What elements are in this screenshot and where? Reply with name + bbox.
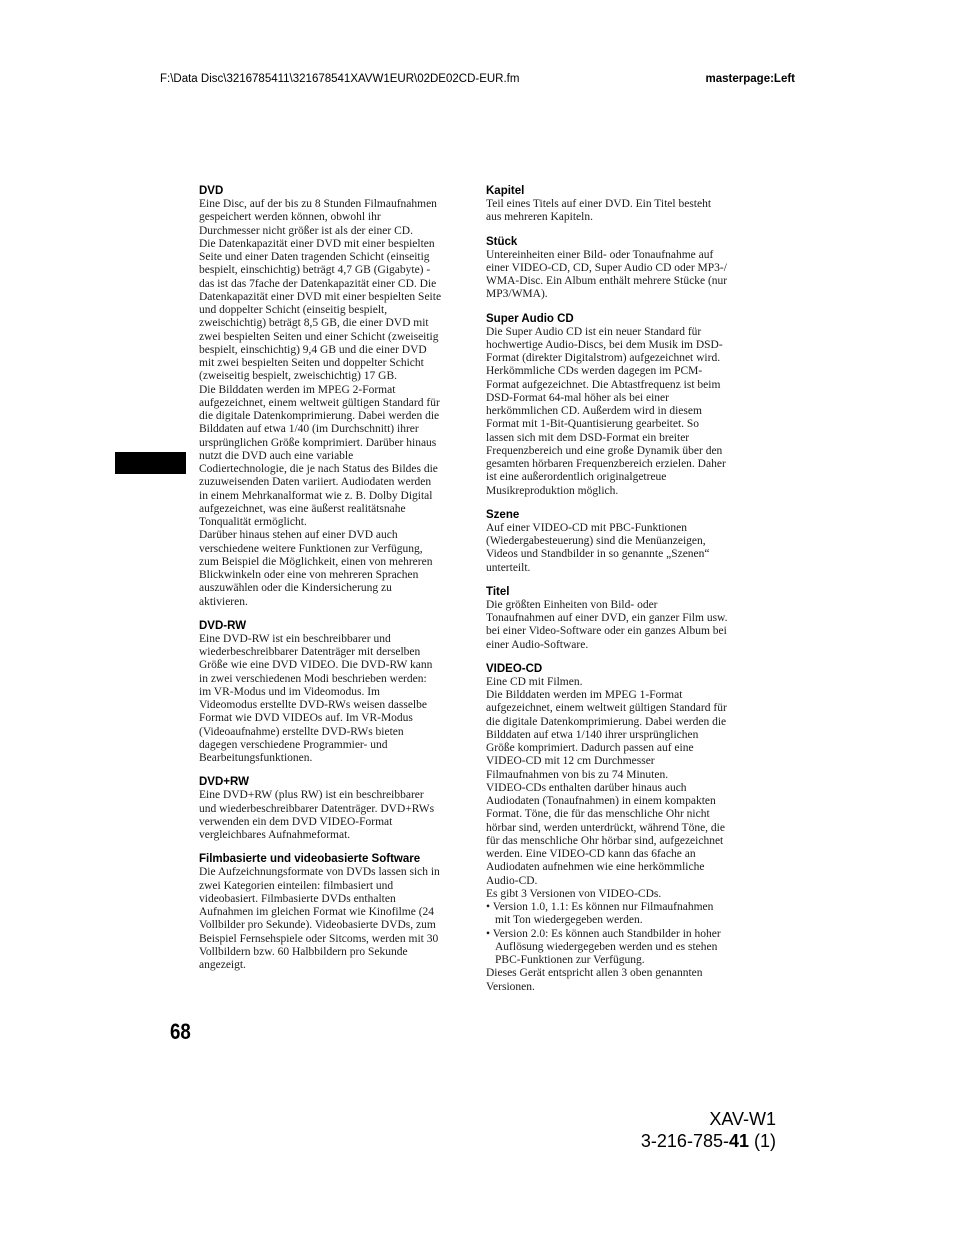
entry-heading: Stück	[486, 235, 518, 248]
entry-text: Teil eines Titels auf einer DVD. Ein Titel besteht aus mehreren Kapiteln.	[486, 198, 712, 224]
entry-closing-text: Dieses Gerät entspricht allen 3 oben genannten Versionen.	[486, 967, 703, 993]
model-name: XAV-W1	[709, 1109, 776, 1129]
entry-heading: DVD+RW	[199, 776, 249, 789]
part-number-suffix: (1)	[749, 1131, 776, 1151]
glossary-entry-super-audio-cd	[486, 312, 748, 498]
entry-heading: Kapitel	[486, 185, 525, 197]
entry-heading: DVD-RW	[199, 619, 247, 632]
entry-text: Eine CD mit Filmen. Die Bilddaten werden im MPEG 1-Format aufgezeichnet, einem weltweit gültigen Standard für die digitale Datenkomprimierung. Dabei werden die Bilddaten auf etwa 1/140 ihrer ursprünglichen Größe komprimiert. Dadurch passen auf eine VIDEO-CD mit 12 cm Durchmesser Filmaufnahmen von bis zu 74 Minuten. VIDEO-CDs enthalten darüber hinaus auch Audiodaten (Tonaufnahmen) in einem kompakten Format. Töne, die für das menschliche Ohr nicht hörbar sind, werden unterdrückt, während Töne, die für das menschliche Ohr hörbar sind, aufgezeichnet werden. Eine VIDEO-CD kann das 6fache an Audiodaten aufnehmen wie eine herkömmliche Audio-CD. Es gibt 3 Versionen von VIDEO-CDs.	[486, 675, 727, 900]
entry-heading: Szene	[486, 508, 520, 521]
glossary-entry-szene	[486, 508, 748, 575]
page-number: 68	[170, 1019, 191, 1044]
version-list	[486, 901, 748, 967]
list-item: • Version 2.0: Es können auch Standbilder in hoher Auflösung wiedergegeben werden und es stehen PBC-Funktionen zur Verfügung.	[486, 927, 721, 966]
right-column	[486, 184, 748, 1004]
entry-text: Die Super Audio CD ist ein neuer Standard für hochwertige Audio-Discs, bei dem Musik im DSD- Format (direkter Digitalstrom) aufgezeichnet wird. Herkömmliche CDs werden dagegen im PCM- Format aufgezeichnet. Die Abtastfrequenz ist beim DSD-Format 64-mal höher als bei einer herkömmlichen CD. Außerdem wird in diesem Format mit 1-Bit-Quantisierung gearbeitet. So lassen sich mit dem DSD-Format ein breiter Frequenzbereich und eine große Dynamik über den gesamten hörbaren Frequenzbereich erzielen. Daher ist eine außerordentlich originalgetreue Musikreproduktion möglich.	[486, 325, 726, 497]
list-item: • Version 1.0, 1.1: Es können nur Filmaufnahmen mit Ton wiedergegeben werden.	[486, 901, 714, 927]
entry-heading: DVD	[199, 185, 224, 197]
masterpage-label: masterpage:Left	[705, 73, 795, 85]
glossary-entry-film-video-software	[199, 852, 461, 972]
entry-heading: Filmbasierte und videobasierte Software	[199, 853, 421, 866]
entry-heading: VIDEO-CD	[486, 662, 543, 675]
part-number	[641, 1130, 776, 1152]
left-column	[199, 184, 461, 982]
entry-text: Die Aufzeichnungsformate von DVDs lassen sich in zwei Kategorien einteilen: filmbasiert und videobasiert. Filmbasierte DVDs enthalten Aufnahmen im gleichen Format wie Kinofilme (24 Vollbilder pro Sekunde). Videobasierte DVDs, zum Beispiel Fernsehspiele oder Sitcoms, werden mit 30 Vollbildern bzw. 60 Halbbildern pro Sekunde angezeigt.	[199, 866, 440, 971]
file-path-header: F:\Data Disc\3216785411\321678541XAVW1EUR\02DE02CD-EUR.fm	[160, 73, 520, 85]
section-tab-marker	[115, 452, 186, 474]
glossary-entry-dvd-rw	[199, 619, 461, 766]
footer-model-info	[641, 1108, 776, 1152]
entry-heading: Super Audio CD	[486, 312, 574, 325]
entry-text: Eine DVD+RW (plus RW) ist ein beschreibbarer und wiederbeschreibbarer Datenträger. DVD+RWs verwenden ein dem DVD VIDEO-Format vergleichbares Aufnahmeformat.	[199, 789, 435, 841]
entry-text: Die größten Einheiten von Bild- oder Tonaufnahmen auf einer DVD, ein ganzer Film usw. bei einer Video-Software oder ein ganzes Album bei einer Audio-Software.	[486, 598, 728, 651]
part-number-prefix: 3-216-785-	[640, 1131, 729, 1151]
glossary-entry-titel	[486, 585, 748, 652]
glossary-entry-stueck	[486, 235, 748, 302]
entry-heading: Titel	[486, 585, 510, 598]
entry-text: Auf einer VIDEO-CD mit PBC-Funktionen (Wiedergabesteuerung) sind die Menüanzeigen, Videos und Standbilder in so genannte „Szenen“ unterteilt.	[486, 521, 710, 574]
part-number-bold: 41	[728, 1131, 749, 1151]
glossary-entry-dvd-plus-rw	[199, 775, 461, 842]
glossary-entry-video-cd	[486, 662, 748, 994]
entry-text: Untereinheiten einer Bild- oder Tonaufnahme auf einer VIDEO-CD, CD, Super Audio CD oder MP3-/ WMA-Disc. Ein Album enthält mehrere Stücke (nur MP3/WMA).	[486, 248, 728, 301]
glossary-entry-dvd	[199, 184, 461, 609]
entry-text: Eine Disc, auf der bis zu 8 Stunden Filmaufnahmen gespeichert werden können, obwohl ihr Durchmesser nicht größer ist als der einer CD. Die Datenkapazität einer DVD mit einer bespielten Seite und einer Daten tragenden Schicht (einseitig bespielt, einschichtig) beträgt 4,7 GB (Gigabyte) - das ist das 7fache der Datenkapazität einer CD. Die Datenkapazität einer DVD mit einer bespielten Seite und doppelter Schicht (einseitig bespielt, zweischichtig) beträgt 8,5 GB, die einer DVD mit zwei bespielten Seiten und einer Schicht (zweiseitig bespielt, einschichtig) 9,4 GB und die einer DVD mit zwei bespielten Seiten und doppelter Schicht (zweiseitig bespielt, zweischichtig) 17 GB. Die Bilddaten werden im MPEG 2-Format aufgezeichnet, einem weltweit gültigen Standard für die digitale Datenkomprimierung. Dabei werden die Bilddaten auf etwa 1/40 (im Durchschnitt) ihrer ursprünglichen Größe komprimiert. Darüber hinaus nutzt die DVD auch eine variable Codiertechnologie, die je nach Status des Bildes die zuzuweisenden Daten variiert. Audiodaten werden in einem Mehrkanalformat wie z. B. Dolby Digital aufgezeichnet, was eine äußerst realitätsnahe Tonqualität ermöglicht. Darüber hinaus stehen auf einer DVD auch verschiedene weitere Funktionen zur Verfügung, zum Beispiel die Möglichkeit, einen von mehreren Blickwinkeln oder eine von mehreren Sprachen auszuwählen oder die Kindersicherung zu aktivieren.	[199, 198, 442, 608]
entry-text: Eine DVD-RW ist ein beschreibbarer und wiederbeschreibbarer Datenträger mit derselben Größe wie eine DVD VIDEO. Die DVD-RW kann in zwei verschiedenen Modi beschrieben werden: im VR-Modus und im Videomodus. Im Videomodus erstellte DVD-RWs weisen dasselbe Format wie DVD VIDEOs auf. Im VR-Modus (Videoaufnahme) erstellte DVD-RWs bieten dagegen verschiedene Programmier- und Bearbeitungsfunktionen.	[199, 632, 433, 764]
glossary-entry-kapitel	[486, 184, 748, 225]
